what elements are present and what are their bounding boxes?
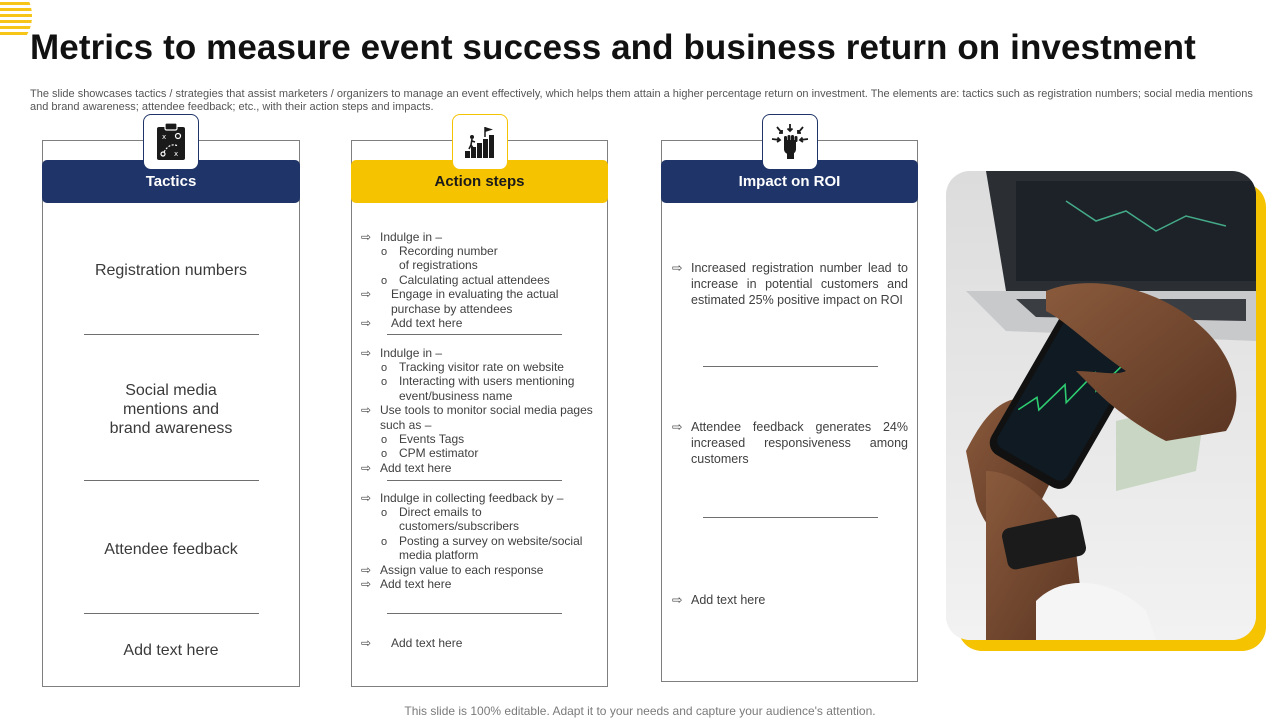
action-step-line: ⇨ Add text here — [361, 577, 452, 591]
action-step-line: ⇨ Assign value to each response — [361, 563, 544, 577]
separator — [387, 480, 562, 481]
impact-roi-heading: Impact on ROI — [661, 160, 918, 203]
separator — [84, 334, 259, 335]
action-substep-line: o Posting a survey on website/social — [381, 534, 583, 548]
hand-phone-photo — [946, 171, 1256, 640]
action-step-line: such as – — [380, 418, 432, 432]
action-substep-line: o Direct emails to — [381, 505, 482, 519]
footer-note: This slide is 100% editable. Adapt it to your needs and capture your audience's attention. — [404, 704, 876, 718]
page-subtitle: The slide showcases tactics / strategies that assist marketers / organizers to manage an event effectively, which helps them attain a higher percentage return on investment. The elements are: tactics such as registration numbers; social media mentions and brand awareness; attendee feedback; etc., with their action steps and impacts. — [30, 88, 1253, 113]
action-substep-line: o Tracking visitor rate on website — [381, 360, 564, 374]
tactic-attendee-feedback: Attendee feedback — [104, 541, 238, 558]
action-substep-line: o Calculating actual attendees — [381, 273, 550, 287]
tactics-column — [42, 133, 300, 687]
separator — [703, 517, 878, 518]
impact-roi-column — [661, 140, 918, 682]
page-title: Metrics to measure event success and business return on investment — [30, 28, 1196, 67]
action-step-line: purchase by attendees — [391, 302, 513, 316]
action-substep-line: o Recording number — [381, 244, 498, 258]
corner-decoration — [0, 0, 32, 46]
action-step-line: ⇨ Add text here — [361, 461, 452, 475]
action-step-line: ⇨ Indulge in collecting feedback by – — [361, 491, 564, 505]
fist-impact-icon — [762, 114, 818, 170]
svg-text:x: x — [174, 150, 179, 158]
action-step-line: ⇨ Add text here — [361, 636, 463, 650]
separator — [84, 480, 259, 481]
action-substep-line: o CPM estimator — [381, 446, 479, 460]
action-steps-heading: Action steps — [351, 160, 608, 203]
tactic-add-text: Add text here — [123, 642, 219, 659]
impact-item: ⇨ Add text here — [672, 593, 766, 607]
action-step-line: ⇨ Add text here — [361, 316, 463, 330]
impact-item: ⇨ Attendee feedback generates 24% increased responsiveness among customers — [672, 420, 908, 466]
impact-item: ⇨ Increased registration number lead to increase in potential customers and estimated 25% positive impact on ROI — [672, 261, 908, 307]
action-steps-column — [351, 140, 608, 687]
action-substep-line: customers/subscribers — [399, 519, 520, 533]
action-substep-line: of registrations — [399, 258, 478, 272]
strategy-board-icon — [143, 114, 199, 170]
tactics-heading: Tactics — [42, 160, 300, 203]
tactic-social-media: Social media mentions and brand awareness — [109, 382, 233, 437]
action-substep-line: o Interacting with users mentioning — [381, 374, 575, 388]
action-step-line: ⇨ Indulge in – — [361, 230, 443, 244]
separator — [387, 334, 562, 335]
separator — [84, 613, 259, 614]
steps-flag-icon — [452, 114, 508, 170]
svg-text:x: x — [162, 133, 167, 141]
separator — [703, 366, 878, 367]
action-step-line: ⇨ Indulge in – — [361, 346, 443, 360]
action-step-line: ⇨ Use tools to monitor social media pages — [361, 403, 593, 417]
separator — [387, 613, 562, 614]
action-step-line: ⇨ Engage in evaluating the actual — [361, 287, 559, 301]
action-substep-line: event/business name — [399, 389, 513, 403]
action-substep-line: o Events Tags — [381, 432, 465, 446]
tactic-registration-numbers: Registration numbers — [94, 262, 248, 279]
action-substep-line: media platform — [399, 548, 479, 562]
